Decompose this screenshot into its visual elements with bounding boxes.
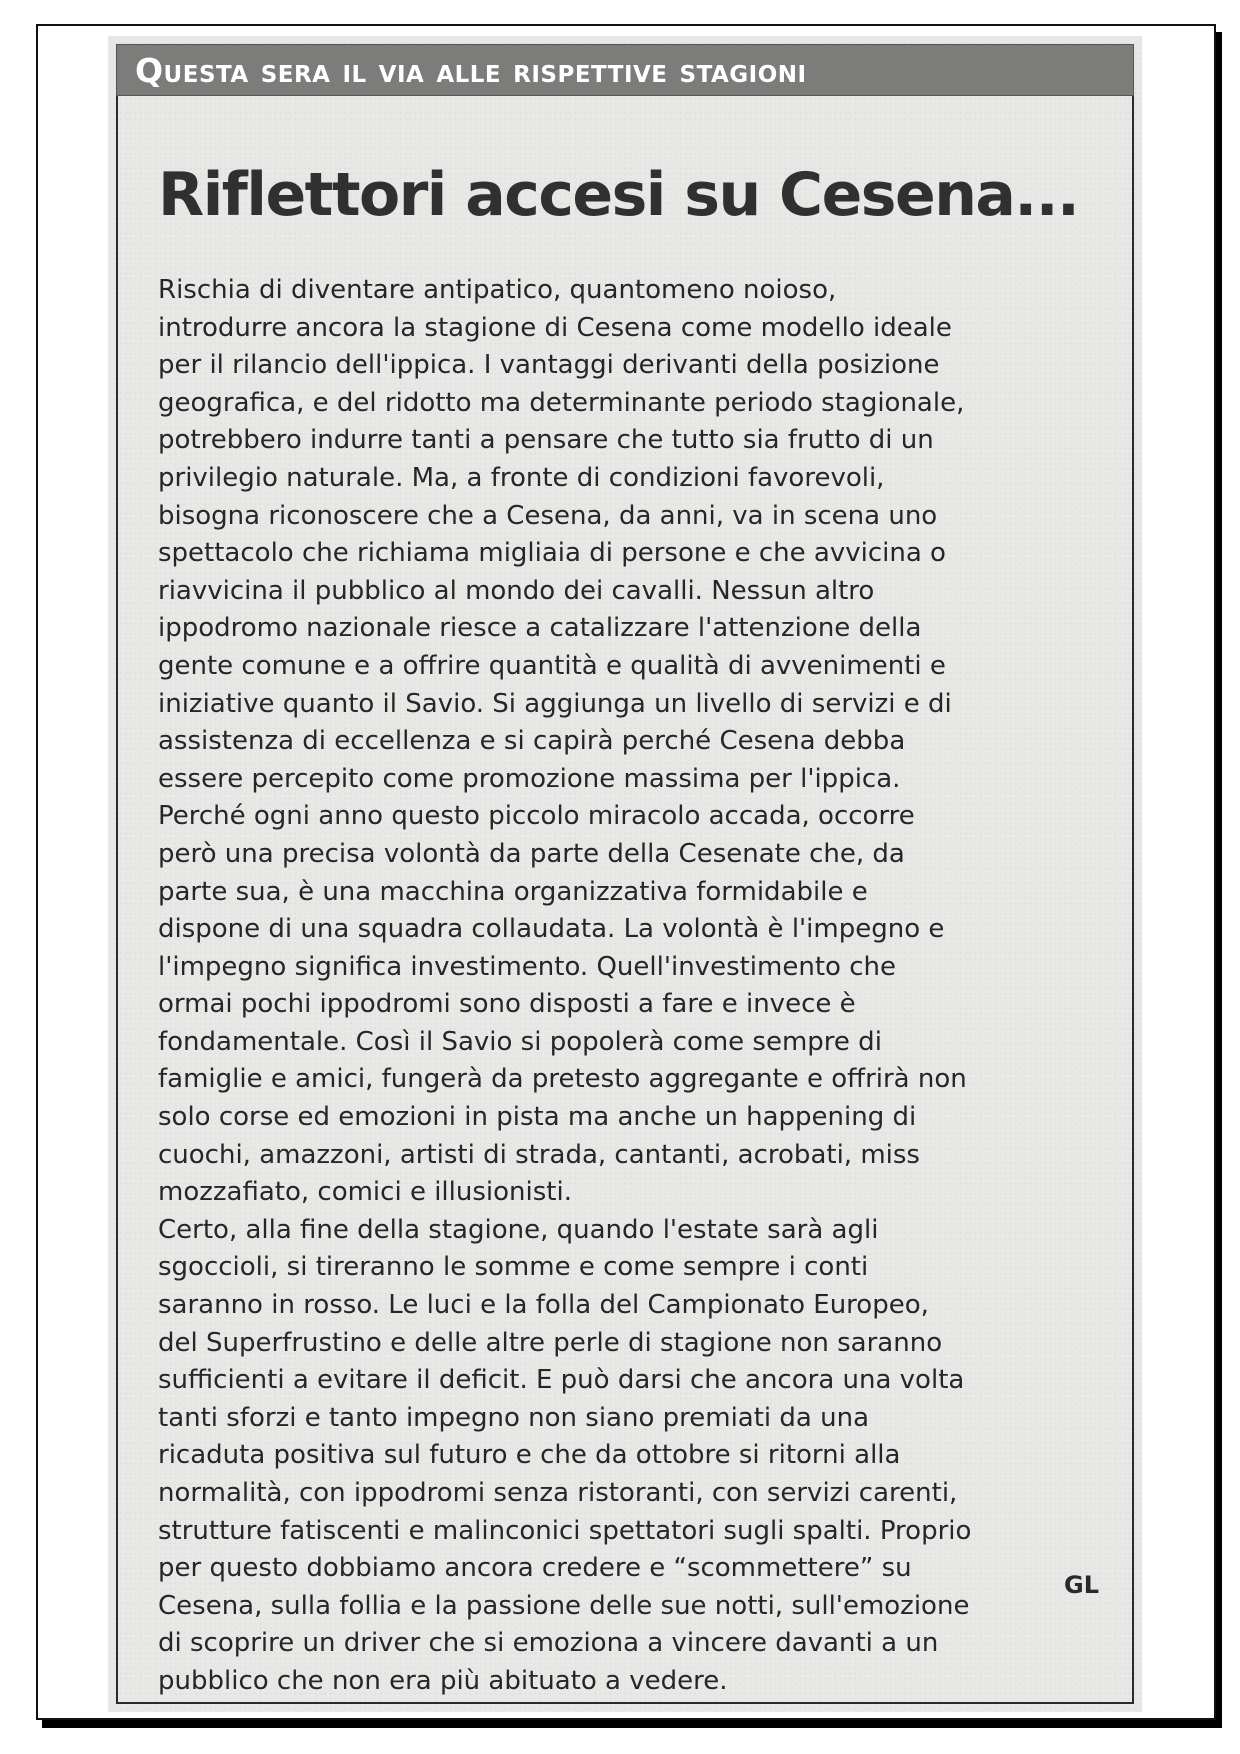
body-line: introdurre ancora la stagione di Cesena come modello ideale bbox=[158, 312, 952, 343]
body-line: Perché ogni anno questo piccolo miracolo accada, occorre bbox=[158, 801, 915, 832]
kicker-bar bbox=[116, 44, 1134, 96]
body-line: pubblico che non era più abituato a vedere. bbox=[158, 1665, 728, 1696]
body-line: potrebbero indurre tanti a pensare che tutto sia frutto di un bbox=[158, 425, 934, 456]
headline: Riflettori accesi su Cesena... bbox=[158, 160, 1079, 230]
body-line: l'impegno significa investimento. Quell'investimento che bbox=[158, 951, 896, 982]
body-line: privilegio naturale. Ma, a fronte di condizioni favorevoli, bbox=[158, 462, 885, 493]
body-line: geografica, e del ridotto ma determinante periodo stagionale, bbox=[158, 387, 965, 418]
body-line: mozzafiato, comici e illusionisti. bbox=[158, 1177, 572, 1208]
newspaper-clipping bbox=[108, 36, 1142, 1712]
body-line: Certo, alla fine della stagione, quando l'estate sarà agli bbox=[158, 1214, 879, 1245]
body-line: cuochi, amazzoni, artisti di strada, cantanti, acrobati, miss bbox=[158, 1139, 920, 1170]
body-line: tanti sforzi e tanto impegno non siano premiati da una bbox=[158, 1402, 870, 1433]
body-line: di scoprire un driver che si emoziona a vincere davanti a un bbox=[158, 1628, 939, 1659]
body-line: fondamentale. Così il Savio si popolerà come sempre di bbox=[158, 1026, 882, 1057]
kicker-text: Questa sera il via alle rispettive stagioni bbox=[135, 50, 807, 90]
body-line: spettacolo che richiama migliaia di persone e che avvicina o bbox=[158, 538, 946, 569]
body-line: riavvicina il pubblico al mondo dei cavalli. Nessun altro bbox=[158, 575, 875, 606]
body-line: dispone di una squadra collaudata. La volontà è l'impegno e bbox=[158, 914, 945, 945]
body-line: famiglie e amici, fungerà da pretesto aggregante e offrirà non bbox=[158, 1064, 967, 1095]
body-line: saranno in rosso. Le luci e la folla del Campionato Europeo, bbox=[158, 1290, 929, 1321]
body-line: per questo dobbiamo ancora credere e “scommettere” su bbox=[158, 1553, 912, 1584]
article-box bbox=[116, 96, 1134, 1704]
byline: GL bbox=[1064, 1571, 1099, 1599]
body-line: del Superfrustino e delle altre perle di stagione non saranno bbox=[158, 1327, 943, 1358]
body-line: strutture fatiscenti e malinconici spettatori sugli spalti. Proprio bbox=[158, 1515, 972, 1546]
body-line: ricaduta positiva sul futuro e che da ottobre si ritorni alla bbox=[158, 1440, 901, 1471]
body-line: Rischia di diventare antipatico, quantomeno noioso, bbox=[158, 275, 837, 305]
body-line: ormai pochi ippodromi sono disposti a fare e invece è bbox=[158, 989, 856, 1020]
body-line: Cesena, sulla follia e la passione delle sue notti, sull'emozione bbox=[158, 1590, 970, 1621]
body-line: essere percepito come promozione massima per l'ippica. bbox=[158, 763, 901, 794]
body-line: iniziative quanto il Savio. Si aggiunga un livello di servizi e di bbox=[158, 688, 952, 719]
body-line: per il rilancio dell'ippica. I vantaggi derivanti della posizione bbox=[158, 350, 940, 381]
body-line: normalità, con ippodromi senza ristoranti, con servizi carenti, bbox=[158, 1478, 958, 1508]
body-line: parte sua, è una macchina organizzativa formidabile e bbox=[158, 876, 868, 907]
article-body bbox=[158, 272, 1118, 1701]
page-frame bbox=[36, 24, 1216, 1720]
body-line: bisogna riconoscere che a Cesena, da anni, va in scena uno bbox=[158, 500, 938, 531]
body-line: però una precisa volontà da parte della Cesenate che, da bbox=[158, 838, 905, 869]
body-line: assistenza di eccellenza e si capirà perché Cesena debba bbox=[158, 726, 906, 757]
body-line: gente comune e a offrire quantità e qualità di avvenimenti e bbox=[158, 650, 946, 681]
body-line: ippodromo nazionale riesce a catalizzare l'attenzione della bbox=[158, 613, 922, 644]
body-line: solo corse ed emozioni in pista ma anche un happening di bbox=[158, 1102, 917, 1133]
body-line: sufficienti a evitare il deficit. E può darsi che ancora una volta bbox=[158, 1365, 965, 1396]
body-line: sgoccioli, si tireranno le somme e come sempre i conti bbox=[158, 1252, 869, 1283]
